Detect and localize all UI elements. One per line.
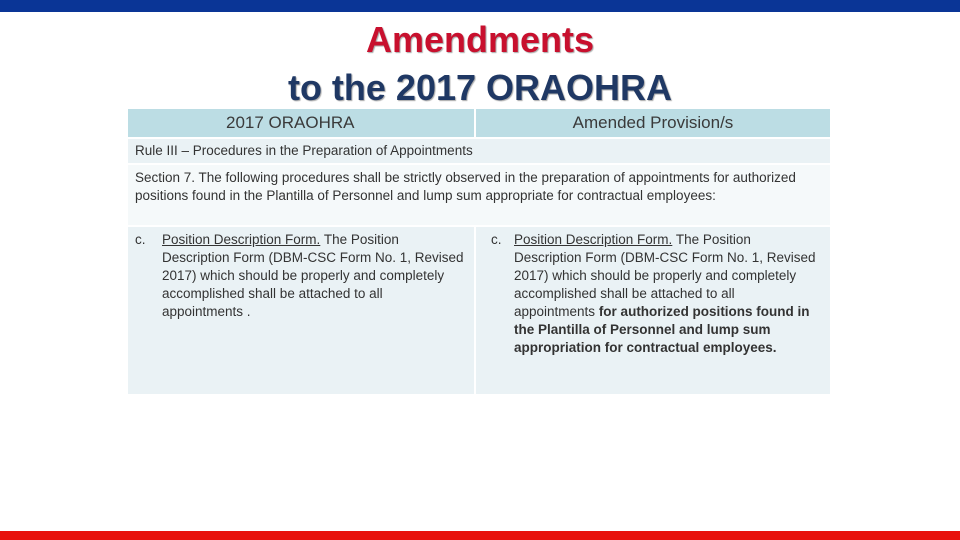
list-marker: c. [135,232,146,247]
header-amended: Amended Provision/s [476,109,830,137]
slide-title-line1: Amendments [365,19,595,60]
amended-provision-item [491,231,818,357]
header-original: 2017 ORAOHRA [128,109,474,137]
rule-row: Rule III – Procedures in the Preparation of Appointments [128,139,830,163]
original-provision-text [162,231,465,321]
provision-body: The Position Description Form (DBM-CSC Form No. 1, Revised 2017) which should be properly and completely accomplished shall be attached to all appointments [514,232,816,319]
list-marker: c. [491,232,502,247]
original-provision-item [135,231,465,321]
form-name-underlined: Position Description Form. [514,232,673,247]
amendments-table [128,109,830,394]
form-name-underlined: Position Description Form. [162,232,321,247]
top-accent-bar [0,0,960,12]
slide-title-line2: to the 2017 ORAOHRA [287,67,673,108]
amended-provision-cell [476,227,830,394]
section-row: Section 7. The following procedures shall be strictly observed in the preparation of appointments for authorized positions found in the Plantilla of Personnel and lump sum appropriate for contractual employees: [128,165,830,225]
original-provision-cell [128,227,474,394]
provision-body: The Position Description Form (DBM-CSC Form No. 1, Revised 2017) which should be properly and completely accomplished shall be attached to all appointments . [162,232,464,319]
amended-provision-text [514,231,818,357]
amendment-bold-text: for authorized positions found in the Plantilla of Personnel and lump sum appropriation for contractual employees. [514,304,810,355]
bottom-accent-bar [0,531,960,540]
